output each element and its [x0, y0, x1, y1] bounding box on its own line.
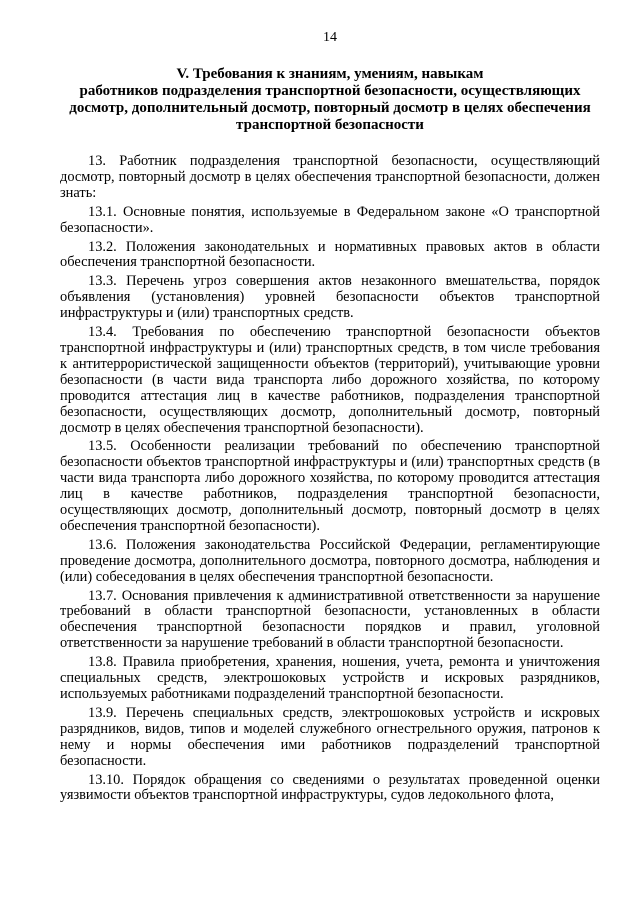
paragraph-13-9: 13.9. Перечень специальных средств, электрошоковых устройств и искровых разрядников, видов, типов и моделей служебного огнестрельного оружия, патронов к нему и нормы обеспечения ими работников подразделений транспортной безопасности. — [60, 704, 600, 769]
paragraph-13-6: 13.6. Положения законодательства Российской Федерации, регламентирующие проведение досмотра, дополнительного досмотра, повторного досмотра, наблюдения и (или) собеседования в целях обеспечения транспортной безопасности. — [60, 536, 600, 585]
paragraph-13-4: 13.4. Требования по обеспечению транспортной безопасности объектов транспортной инфраструктуры и (или) транспортных средств, в том числе требования к антитеррористической защищенности объектов (территорий), учитывающие уровни безопасности (в части вида транспорта либо дорожного хозяйства, по которому проводится аттестация лиц в качестве работников, подразделения транспортной безопасности, осуществляющих досмотр, дополнительный досмотр, повторный досмотр в целях обеспечения транспортной безопасности). — [60, 324, 600, 436]
section-title-line: транспортной безопасности — [236, 117, 424, 133]
paragraph-13-10: 13.10. Порядок обращения со сведениями о результатах проведенной оценки уязвимости объектов транспортной инфраструктуры, судов ледокольного флота, — [60, 771, 600, 804]
section-title — [60, 66, 600, 134]
page-number: 14 — [323, 30, 337, 45]
paragraph-13-7: 13.7. Основания привлечения к административной ответственности за нарушение требований в области транспортной безопасности, установленных в области обеспечения транспортной безопасности порядков и правил, уголовной ответственности за нарушение требований в области транспортной безопасности. — [60, 587, 600, 652]
paragraph-13-5: 13.5. Особенности реализации требований по обеспечению транспортной безопасности объектов транспортной инфраструктуры и (или) транспортных средств (в части вида транспорта либо дорожного хозяйства, по которому проводится аттестация лиц в качестве работников, подразделения транспортной безопасности, осуществляющих досмотр, дополнительный досмотр, повторный досмотр в целях обеспечения транспортной безопасности). — [60, 438, 600, 534]
paragraph-13-3: 13.3. Перечень угроз совершения актов незаконного вмешательства, порядок объявления (установления) уровней безопасности объектов транспортной инфраструктуры и (или) транспортных средств. — [60, 273, 600, 322]
paragraph-13: 13. Работник подразделения транспортной безопасности, осуществляющий досмотр, повторный досмотр в целях обеспечения транспортной безопасности, должен знать: — [60, 153, 600, 201]
paragraph-13-2: 13.2. Положения законодательных и нормативных правовых актов в области обеспечения транспортной безопасности. — [60, 238, 600, 271]
section-title-line: V. Требования к знаниям, умениям, навыкам — [176, 66, 484, 82]
body-text — [60, 154, 600, 804]
section-title-line: работников подразделения транспортной безопасности, осуществляющих — [79, 83, 581, 99]
paragraph-13-1: 13.1. Основные понятия, используемые в Федеральном законе «О транспортной безопасности». — [60, 203, 600, 236]
paragraph-13-8: 13.8. Правила приобретения, хранения, ношения, учета, ремонта и уничтожения специальных средств, электрошоковых устройств и искровых разрядников, используемых работниками подразделений транспортной безопасности. — [60, 654, 600, 702]
section-title-line: досмотр, дополнительный досмотр, повторный досмотр в целях обеспечения — [69, 100, 591, 116]
